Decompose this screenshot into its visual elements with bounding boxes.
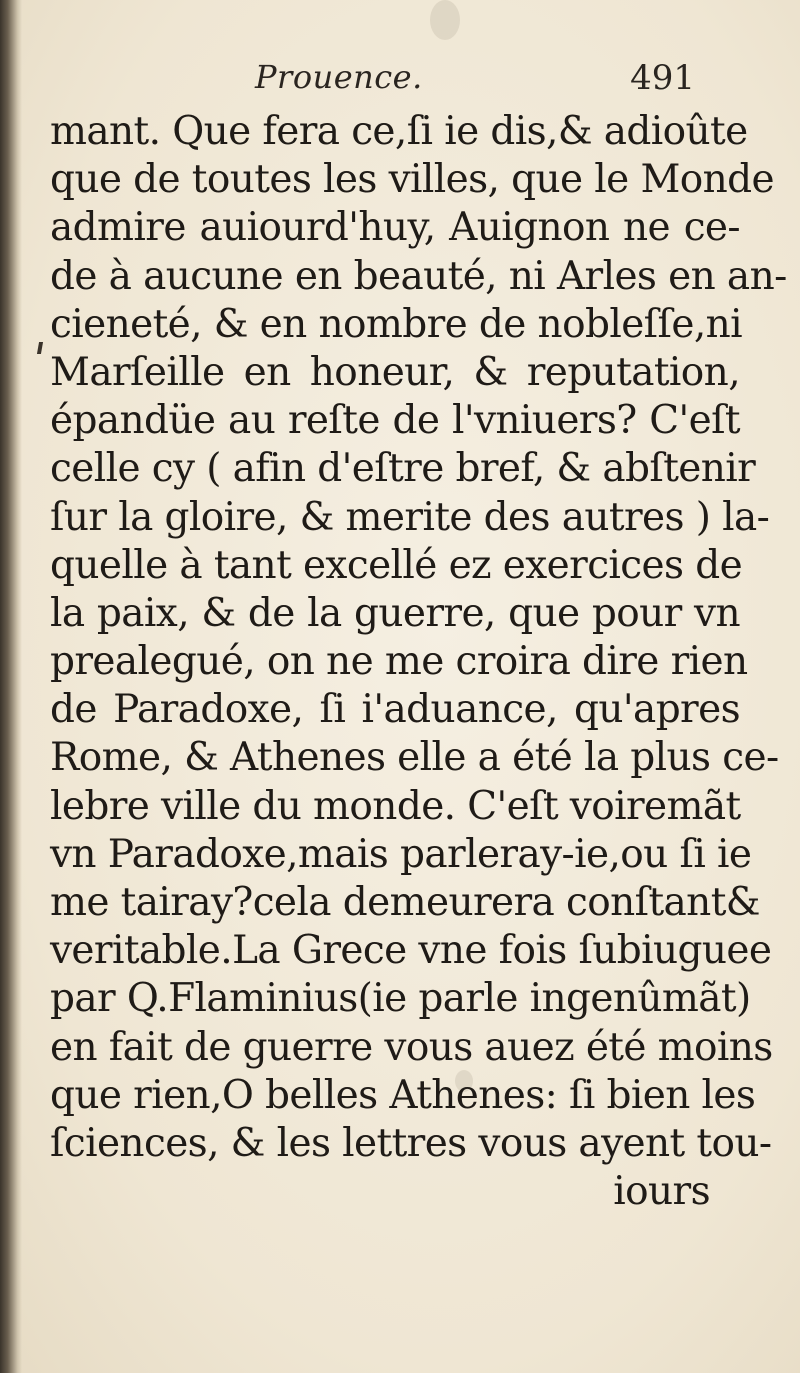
text-line: de à aucune en beauté, ni Arles en an- xyxy=(50,253,787,299)
text-line: admire auiourd'huy, Auignon ne ce- xyxy=(50,205,740,251)
binding-gutter xyxy=(0,0,22,1373)
running-head: Prouence. xyxy=(255,58,423,96)
text-line: Rome, & Athenes elle a été la plus ce- xyxy=(50,735,779,781)
text-line: veritable.La Grece vne fois ſubiuguee xyxy=(50,928,772,974)
body-text xyxy=(50,108,787,1216)
text-line: quelle à tant excellé ez exercices de xyxy=(50,542,743,588)
catchword: iours xyxy=(613,1169,710,1215)
text-line: ſur la gloire, & merite des autres ) la- xyxy=(50,494,770,540)
paper-stain xyxy=(430,0,460,40)
text-line: ſciences, & les lettres vous ayent tou- xyxy=(50,1120,772,1166)
text-line: celle cy ( afin d'eſtre bref, & abſtenir xyxy=(50,446,756,492)
text-line: que de toutes les villes, que le Monde xyxy=(50,157,775,203)
text-line: de Paradoxe, ſi i'aduance, qu'apres xyxy=(50,687,740,733)
text-line: la paix, & de la guerre, que pour vn xyxy=(50,590,740,636)
page-header xyxy=(255,58,695,108)
page-number: 491 xyxy=(630,58,695,98)
text-line: en fait de guerre vous auez été moins xyxy=(50,1024,773,1070)
text-line: par Q.Flaminius(ie parle ingenûmãt) xyxy=(50,976,751,1022)
text-line: épandüe au reſte de l'vniuers? C'eſt xyxy=(50,398,740,444)
text-line: Marſeille en honeur, & reputation, xyxy=(50,349,740,395)
margin-mark xyxy=(37,342,43,354)
text-line: lebre ville du monde. C'eſt voiremãt xyxy=(50,783,741,829)
text-line: me tairay?cela demeurera conſtant& xyxy=(50,880,760,925)
text-line: mant. Que fera ce,ſi ie dis,& adioûte xyxy=(50,109,748,154)
text-line: prealegué, on ne me croira dire rien xyxy=(50,639,748,685)
text-line: vn Paradoxe,mais parleray-ie,ou ſi ie xyxy=(50,831,752,877)
text-line: que rien,O belles Athenes: ſi bien les xyxy=(50,1072,756,1118)
text-line: cieneté, & en nombre de nobleſſe,ni xyxy=(50,301,743,347)
